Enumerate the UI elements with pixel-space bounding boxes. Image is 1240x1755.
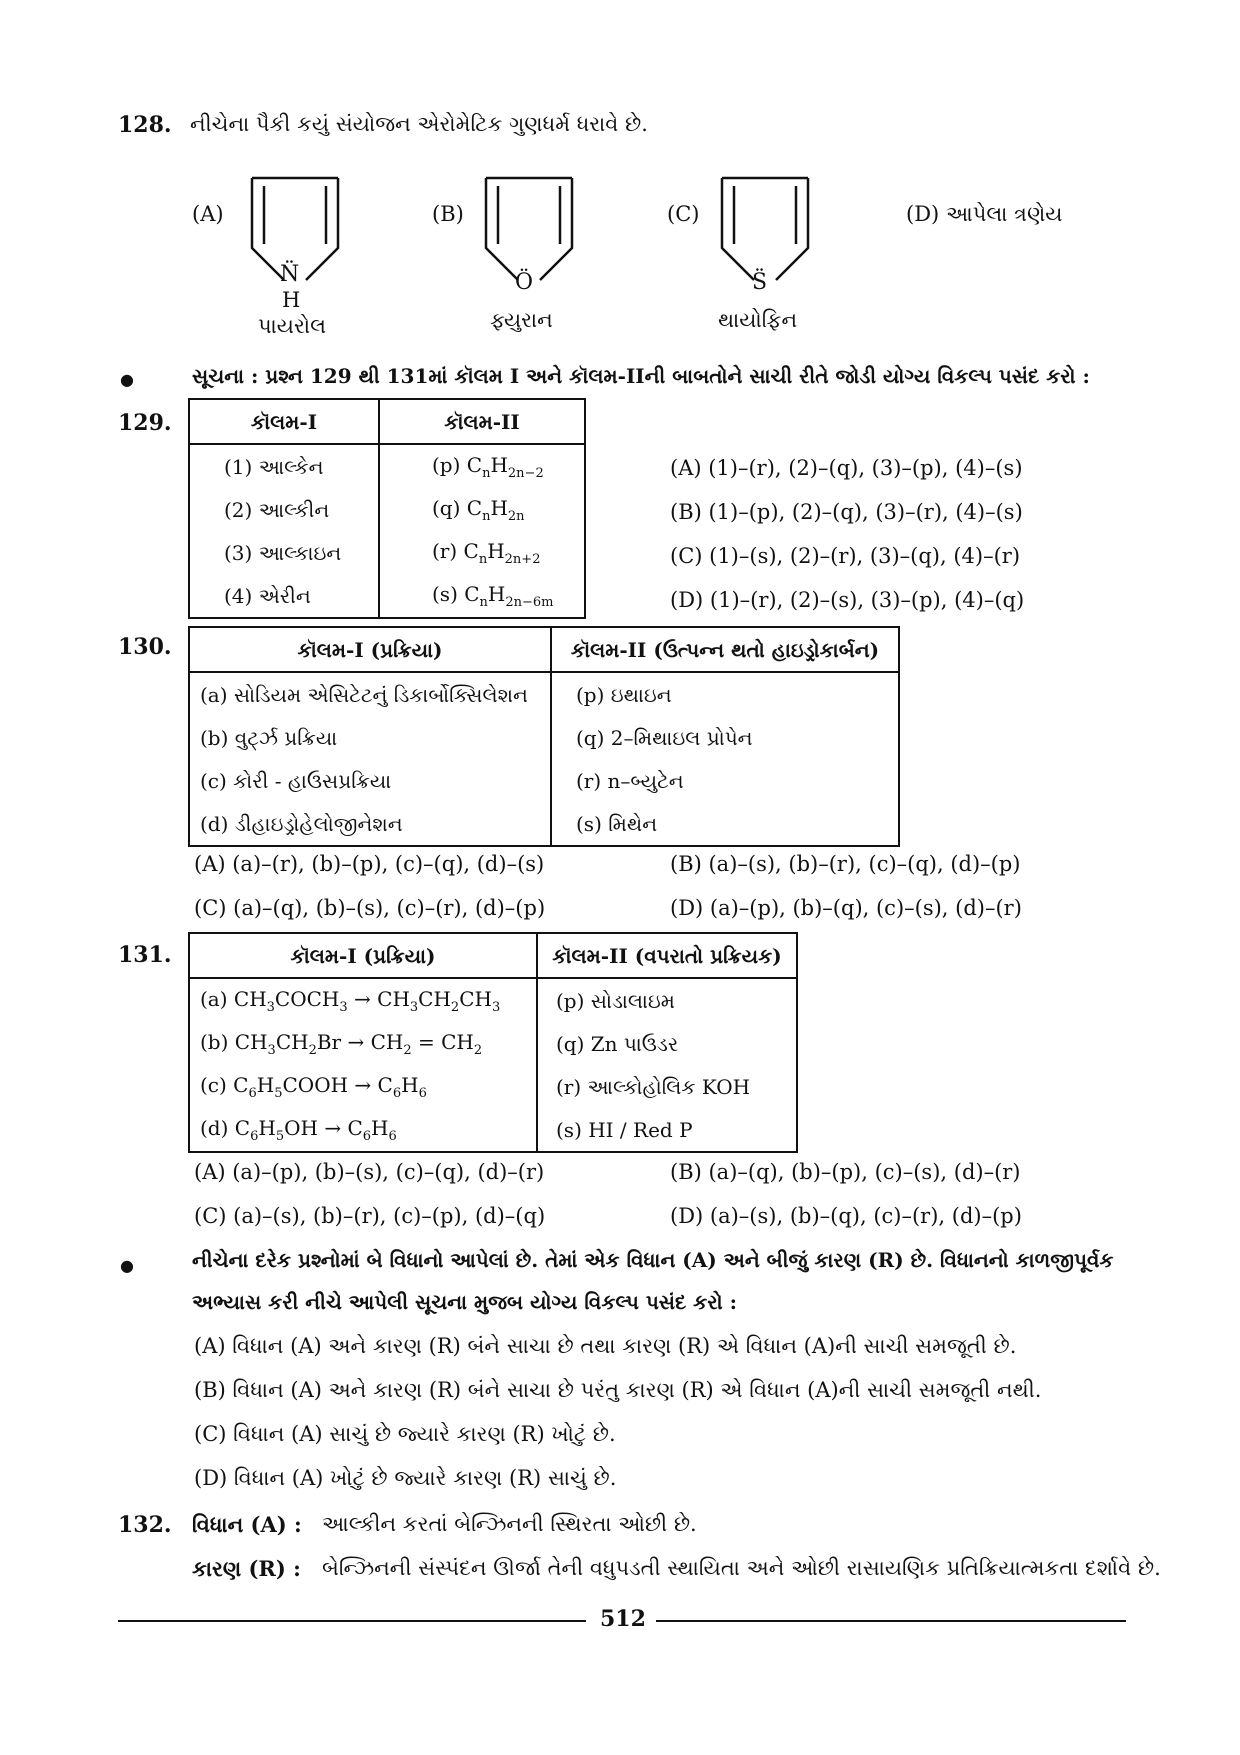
answer-option: (B) (a)–(q), (b)–(p), (c)–(s), (d)–(r) [670,1160,1021,1184]
table-cell: (r) $C_nH_{2n+2}$ [379,531,585,574]
answer-option: (D) (a)–(s), (b)–(q), (c)–(r), (d)–(p) [670,1204,1022,1228]
table-cell: (s) HI / Red P [537,1108,797,1152]
table-cell: (b) વુર્ટ્ઝ પ્રક્રિયા [189,716,551,759]
table-cell: (p) $C_nH_{2n-2}$ [379,444,585,488]
question-number: 132. [118,1512,172,1538]
table-cell: (2) આલ્કીન [189,488,379,531]
footer-rule-left [118,1620,586,1622]
table-cell: (s) $C_nH_{2n-6m}$ [379,574,585,618]
hetero-atom: Ö [515,270,534,295]
reason-label: કારણ (R) : [192,1556,301,1581]
answer-option: (D) (a)–(p), (b)–(q), (c)–(s), (d)–(r) [670,896,1022,920]
ar-option: (B) વિધાન (A) અને કારણ (R) બંને સાચા છે પરંતુ કારણ (R) એ વિધાન (A)ની સાચી સમજૂતી નથી. [194,1378,1042,1402]
answer-option: (A) (a)–(r), (b)–(p), (c)–(q), (d)–(s) [194,852,545,876]
table-cell: (c) કોરી - હાઉસપ્રક્રિયા [189,759,551,802]
ar-option: (D) વિધાન (A) ખોટું છે જ્યારે કારણ (R) સાચું છે. [194,1466,617,1490]
question-number: 129. [118,410,172,436]
question-number: 130. [118,634,172,660]
column-header: કૉલમ-I [189,399,379,444]
table-cell: (p) સોડાલાઇમ [537,978,797,1022]
table-cell: (d) ડીહાઇડ્રોહેલોજીનેશન [189,802,551,846]
match-table [188,398,586,619]
question-text: નીચેના પૈકી કયું સંયોજન એરોમેટિક ગુણધર્મ ધરાવે છે. [190,112,648,136]
table-cell: (4) એરીન [189,574,379,618]
table-cell: (a) સોડિયમ એસિટેટનું ડિકાર્બોક્સિલેશન [189,672,551,716]
question-number: 128. [118,112,172,138]
reason-text: બેન્ઝિનની સંસ્પંદન ઊર્જા તેની વધુપડતી સ્થાયિતા અને ઓછી રાસાયણિક પ્રતિક્રિયાત્મકતા દર્શાવે છે. [322,1556,1161,1580]
compound-name: ફ્યુરાન [490,308,553,332]
option-label: (B) [432,202,464,226]
match-table [188,626,900,847]
table-cell: (q) $C_nH_{2n}$ [379,488,585,531]
table-cell: (q) Zn પાઉડર [537,1022,797,1065]
answer-option: (B) (1)–(p), (2)–(q), (3)–(r), (4)–(s) [670,500,1023,524]
table-cell: (3) આલ્કાઇન [189,531,379,574]
hetero-hydrogen: H [282,288,301,312]
option-label: (C) [667,202,700,226]
answer-option: (A) (a)–(p), (b)–(s), (c)–(q), (d)–(r) [194,1160,545,1184]
column-header: કૉલમ-II [379,399,585,444]
answer-option: (B) (a)–(s), (b)–(r), (c)–(q), (d)–(p) [670,852,1021,876]
table-cell: (q) 2–મિથાઇલ પ્રોપેન [551,716,899,759]
answer-option: (C) (a)–(q), (b)–(s), (c)–(r), (d)–(p) [194,896,546,920]
instruction-text: નીચેના દરેક પ્રશ્નોમાં બે વિધાનો આપેલાં છે. તેમાં એક વિધાન (A) અને બીજું કારણ (R) છે. વિધાનનો કાળજીપૂર્વક [192,1248,1114,1272]
footer-rule-right [656,1620,1126,1622]
statement-label: વિધાન (A) : [192,1512,302,1537]
option-text: આપેલા ત્રણેય [946,202,1063,226]
table-cell: (r) આલ્કોહોલિક KOH [537,1065,797,1108]
table-cell: (a) $CH_3COCH_3 \to CH_3CH_2CH_3$ [189,978,537,1022]
ar-option: (A) વિધાન (A) અને કારણ (R) બંને સાચા છે તથા કારણ (R) એ વિધાન (A)ની સાચી સમજૂતી છે. [194,1334,1017,1358]
table-cell: (c) $C_6H_5COOH \to C_6H_6$ [189,1065,537,1108]
option-label: (D) [906,202,940,226]
option-label: (A) [192,202,224,226]
ar-option: (C) વિધાન (A) સાચું છે જ્યારે કારણ (R) ખોટું છે. [194,1422,616,1446]
hetero-atom: N̈ [280,262,300,287]
hetero-atom: S̈ [752,270,768,295]
table-cell: (r) n–બ્યુટેન [551,759,899,802]
page-number: 512 [600,1606,646,1632]
answer-option: (D) (1)–(r), (2)–(s), (3)–(p), (4)–(q) [670,588,1025,612]
instruction-text: અભ્યાસ કરી નીચે આપેલી સૂચના મુજબ યોગ્ય વિકલ્પ પસંદ કરો : [192,1290,737,1314]
compound-name: પાયરોલ [258,314,326,338]
column-header: કૉલમ-II (ઉત્પન્ન થતો હાઇડ્રોકાર્બન) [551,627,899,672]
match-table [188,932,798,1153]
instruction-text: સૂચના : પ્રશ્ન 129 થી 131માં કૉલમ I અને કૉલમ-IIની બાબતોને સાચી રીતે જોડી યોગ્ય વિકલ્પ પસંદ કરો : [192,364,1090,388]
bullet: ● [120,1256,134,1275]
column-header: કૉલમ-II (વપરાતો પ્રક્રિયક) [537,933,797,978]
table-cell: (b) $CH_3CH_2Br \to CH_2 = CH_2$ [189,1022,537,1065]
table-cell: (d) $C_6H_5OH \to C_6H_6$ [189,1108,537,1152]
compound-name: થાયોફિન [718,308,798,332]
table-cell: (p) ઇથાઇન [551,672,899,716]
answer-option: (A) (1)–(r), (2)–(q), (3)–(p), (4)–(s) [670,456,1023,480]
answer-option: (C) (a)–(s), (b)–(r), (c)–(p), (d)–(q) [194,1204,546,1228]
answer-option: (C) (1)–(s), (2)–(r), (3)–(q), (4)–(r) [670,544,1021,568]
table-cell: (s) મિથેન [551,802,899,846]
bullet: ● [120,370,134,389]
column-header: કૉલમ-I (પ્રક્રિયા) [189,627,551,672]
column-header: કૉલમ-I (પ્રક્રિયા) [189,933,537,978]
statement-text: આલ્કીન કરતાં બેન્ઝિનની સ્થિરતા ઓછી છે. [322,1512,697,1536]
pyrrole-structure [240,168,350,308]
table-cell: (1) આલ્કેન [189,444,379,488]
question-number: 131. [118,942,172,968]
